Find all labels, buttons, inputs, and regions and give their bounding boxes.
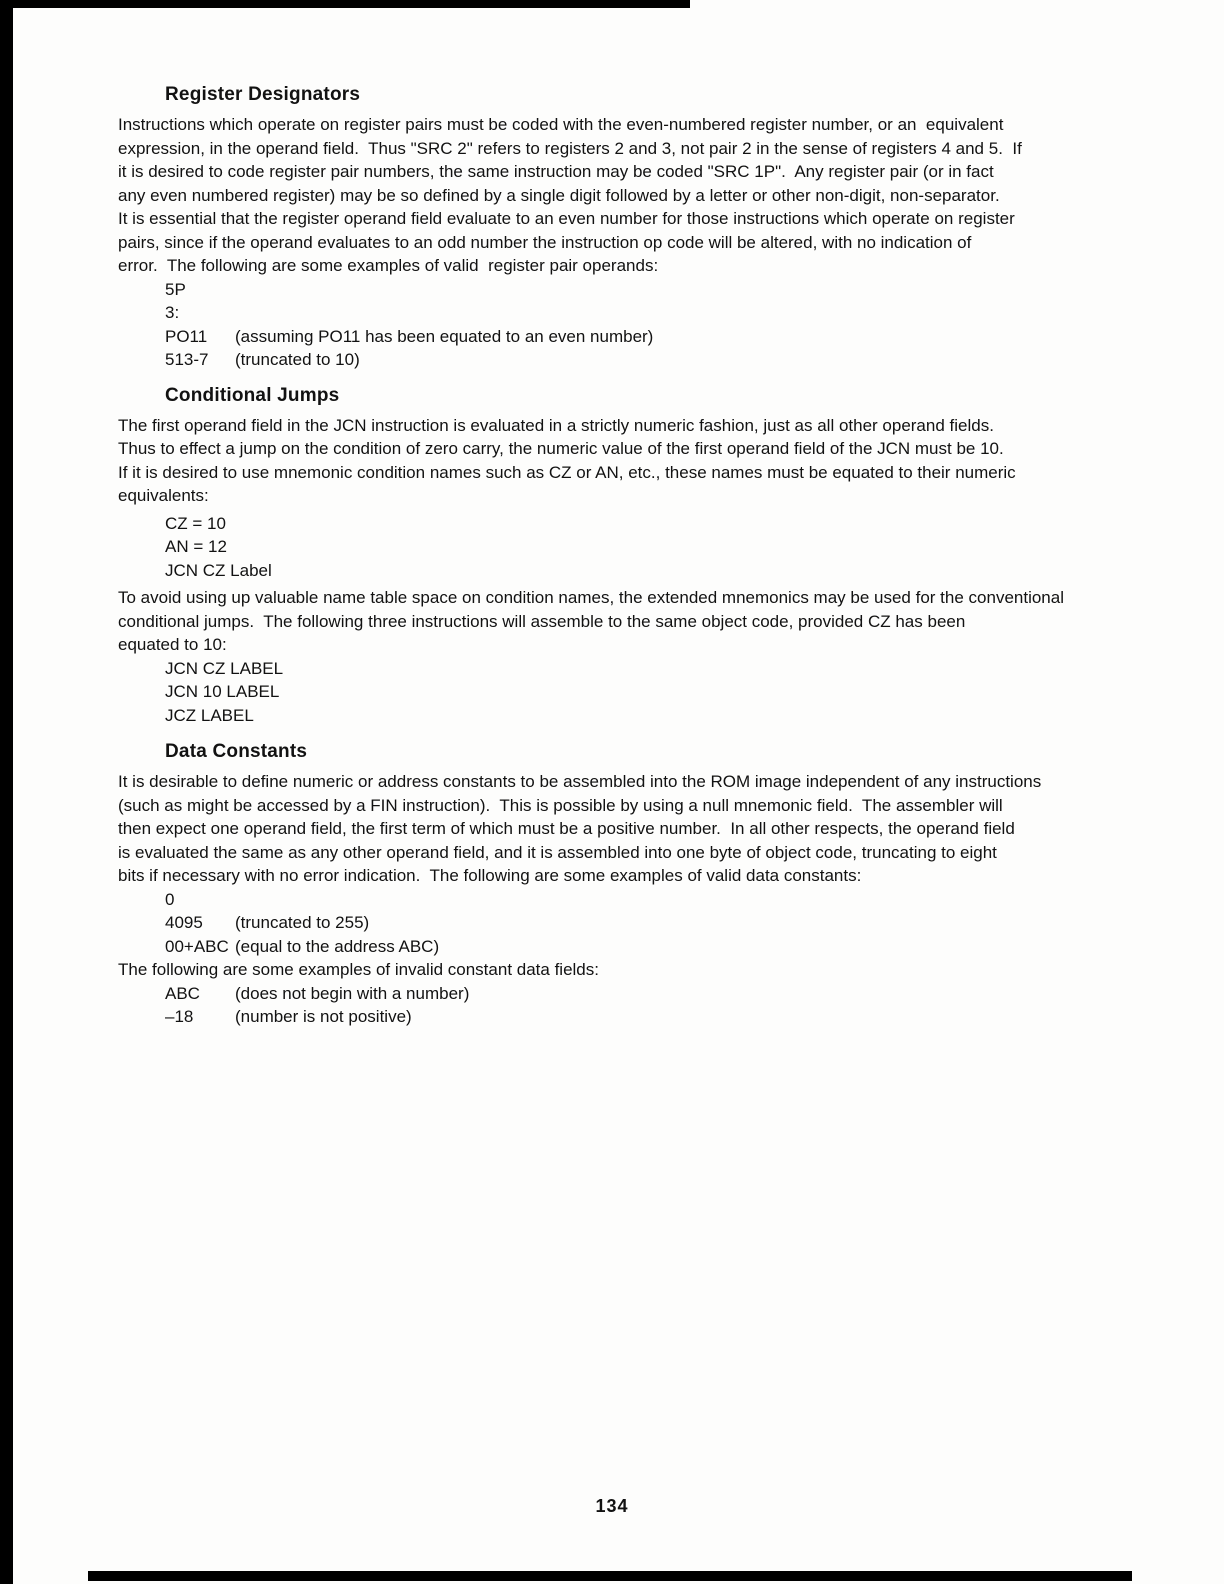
example-row bbox=[165, 348, 1064, 372]
example-note: (truncated to 255) bbox=[235, 913, 370, 932]
example-row bbox=[165, 911, 1064, 935]
section-heading-data-constants: Data Constants bbox=[165, 741, 308, 762]
scan-artifact-left-edge bbox=[0, 0, 13, 1584]
invalid-constants-intro: The following are some examples of invalid constant data fields: bbox=[118, 960, 599, 979]
paragraph-conditional-jumps-2 bbox=[118, 586, 1064, 657]
example-row: JCZ LABEL bbox=[165, 705, 254, 725]
text-line: then expect one operand field, the first term of which must be a positive number. In all other respects, the operand field bbox=[118, 819, 1015, 838]
example-row: CZ = 10 bbox=[165, 513, 226, 533]
section-heading-conditional-jumps: Conditional Jumps bbox=[165, 384, 340, 406]
example-list-condition-equates bbox=[165, 512, 1064, 583]
example-value: 5P bbox=[165, 279, 186, 299]
text-line: conditional jumps. The following three instructions will assemble to the same object code, provided CZ has been bbox=[118, 611, 966, 631]
paragraph-register-designators bbox=[118, 113, 1064, 278]
example-value: –18 bbox=[165, 1007, 194, 1026]
text-line: equivalents: bbox=[118, 486, 209, 505]
text-line: expression, in the operand field. Thus "SRC 2" refers to registers 2 and 3, not pair 2 in the sense of registers 4 and 5. If bbox=[118, 138, 1022, 158]
example-row bbox=[165, 325, 1064, 349]
example-list-register-pairs bbox=[165, 278, 1064, 372]
example-value: 3: bbox=[165, 303, 180, 322]
example-note: (equal to the address ABC) bbox=[235, 936, 440, 956]
text-line: It is essential that the register operand field evaluate to an even number for those instructions which operate on register bbox=[118, 209, 1015, 228]
example-note: (truncated to 10) bbox=[235, 350, 360, 369]
text-line: any even numbered register) may be so defined by a single digit followed by a letter or other non-digit, non-separator. bbox=[118, 185, 1000, 205]
example-row bbox=[165, 301, 1064, 325]
example-row: JCN CZ Label bbox=[165, 560, 272, 580]
page-number: 134 bbox=[595, 1496, 629, 1516]
example-value: 4095 bbox=[165, 913, 203, 932]
text-line: Thus to effect a jump on the condition of zero carry, the numeric value of the first operand field of the JCN must be 10. bbox=[118, 439, 1004, 458]
example-row bbox=[165, 888, 1064, 912]
example-value: 0 bbox=[165, 889, 175, 909]
example-row bbox=[165, 1005, 1064, 1029]
example-list-invalid-constants bbox=[165, 982, 1064, 1029]
example-list-extended-mnemonics bbox=[165, 657, 1064, 728]
example-row bbox=[165, 278, 1064, 302]
text-line: error. The following are some examples of valid register pair operands: bbox=[118, 256, 659, 275]
text-line: equated to 10: bbox=[118, 635, 227, 654]
scan-artifact-top-edge bbox=[10, 0, 690, 8]
text-line: Instructions which operate on register pairs must be coded with the even-numbered register number, or an equivalent bbox=[118, 115, 1004, 134]
text-line: To avoid using up valuable name table space on condition names, the extended mnemonics may be used for the conventional bbox=[118, 588, 1064, 607]
example-note: (does not begin with a number) bbox=[235, 983, 470, 1003]
example-value: 00+ABC bbox=[165, 936, 229, 956]
section-heading-register-designators: Register Designators bbox=[165, 84, 361, 105]
text-line: If it is desired to use mnemonic condition names such as CZ or AN, etc., these names must be equated to their numeric bbox=[118, 462, 1016, 482]
example-value: PO11 bbox=[165, 326, 208, 346]
text-line: It is desirable to define numeric or address constants to be assembled into the ROM image independent of any instructions bbox=[118, 772, 1042, 791]
text-line: pairs, since if the operand evaluates to an odd number the instruction op code will be altered, with no indication of bbox=[118, 232, 972, 252]
example-list-valid-constants bbox=[165, 888, 1064, 959]
paragraph-conditional-jumps-1 bbox=[118, 414, 1064, 508]
example-row: JCN 10 LABEL bbox=[165, 682, 280, 701]
text-line: (such as might be accessed by a FIN instruction). This is possible by using a null mnemonic field. The assembler will bbox=[118, 795, 1003, 815]
example-row bbox=[165, 935, 1064, 959]
example-row: JCN CZ LABEL bbox=[165, 658, 284, 678]
example-row bbox=[165, 982, 1064, 1006]
text-line: The first operand field in the JCN instruction is evaluated in a strictly numeric fashion, just as all other operand fields. bbox=[118, 415, 994, 435]
example-note: (assuming PO11 has been equated to an even number) bbox=[235, 326, 654, 346]
example-note: (number is not positive) bbox=[235, 1007, 412, 1026]
example-value: ABC bbox=[165, 983, 200, 1003]
example-row: AN = 12 bbox=[165, 537, 227, 556]
text-line: bits if necessary with no error indication. The following are some examples of valid data constants: bbox=[118, 866, 862, 885]
scan-artifact-bottom-edge bbox=[88, 1571, 1132, 1581]
paragraph-data-constants bbox=[118, 770, 1064, 888]
text-line: is evaluated the same as any other operand field, and it is assembled into one byte of object code, truncating to eight bbox=[118, 842, 997, 862]
example-value: 513-7 bbox=[165, 350, 209, 369]
text-line: it is desired to code register pair numbers, the same instruction may be coded "SRC 1P". Any register pair (or in fact bbox=[118, 162, 994, 181]
page-content bbox=[118, 84, 1064, 1029]
